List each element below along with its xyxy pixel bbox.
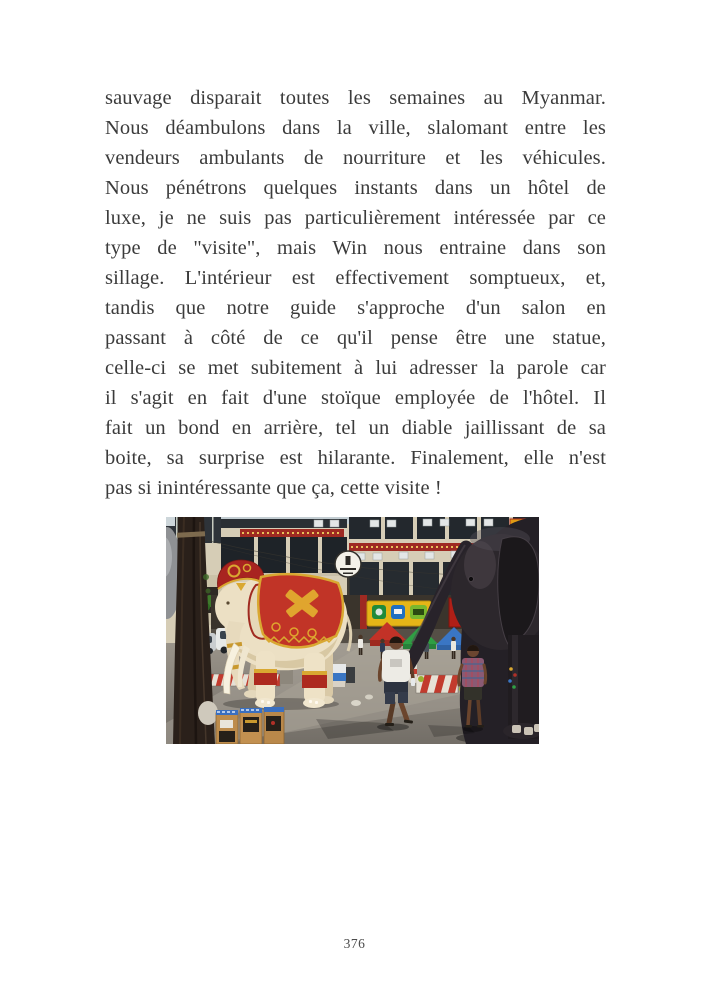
text-line: Nous pénétrons quelques instants dans un hôtel de: [105, 177, 606, 199]
photo-street-elephants: [166, 517, 539, 744]
text-line: tandis que notre guide s'approche d'un salon en: [105, 297, 606, 319]
text-line: vendeurs ambulants de nourriture et les véhicules.: [105, 147, 606, 169]
yellow-shop-sign: [367, 601, 431, 626]
text-line: il s'agit en fait d'une stoïque employée de l'hôtel. Il: [105, 387, 606, 409]
elephant-blanket: [258, 574, 343, 647]
text-line: passant à côté de ce qu'il pense être une statue,: [105, 327, 606, 349]
page-number: 376: [343, 936, 366, 951]
text-line: Nous déambulons dans la ville, slalomant entre les: [105, 117, 606, 139]
text-line: sauvage disparait toutes les semaines au Myanmar.: [105, 87, 606, 109]
text-line: luxe, je ne suis pas particulièrement intéressée par ce: [105, 207, 606, 229]
text-line: celle-ci se met subitement à lui adresser la parole car: [105, 357, 606, 379]
text-line: fait un bond en arrière, tel un diable jaillissant de sa: [105, 417, 606, 439]
text-line: boite, sa surprise est hilarante. Finalement, elle n'est: [105, 447, 606, 469]
text-line: type de "visite", mais Win nous entraine dans son: [105, 237, 606, 259]
paragraph: [105, 83, 606, 503]
text-line: pas si inintéressante que ça, cette visite !: [105, 477, 442, 499]
street-photo-illustration: [166, 517, 539, 744]
text-line: sillage. L'intérieur est effectivement somptueux, et,: [105, 267, 606, 289]
